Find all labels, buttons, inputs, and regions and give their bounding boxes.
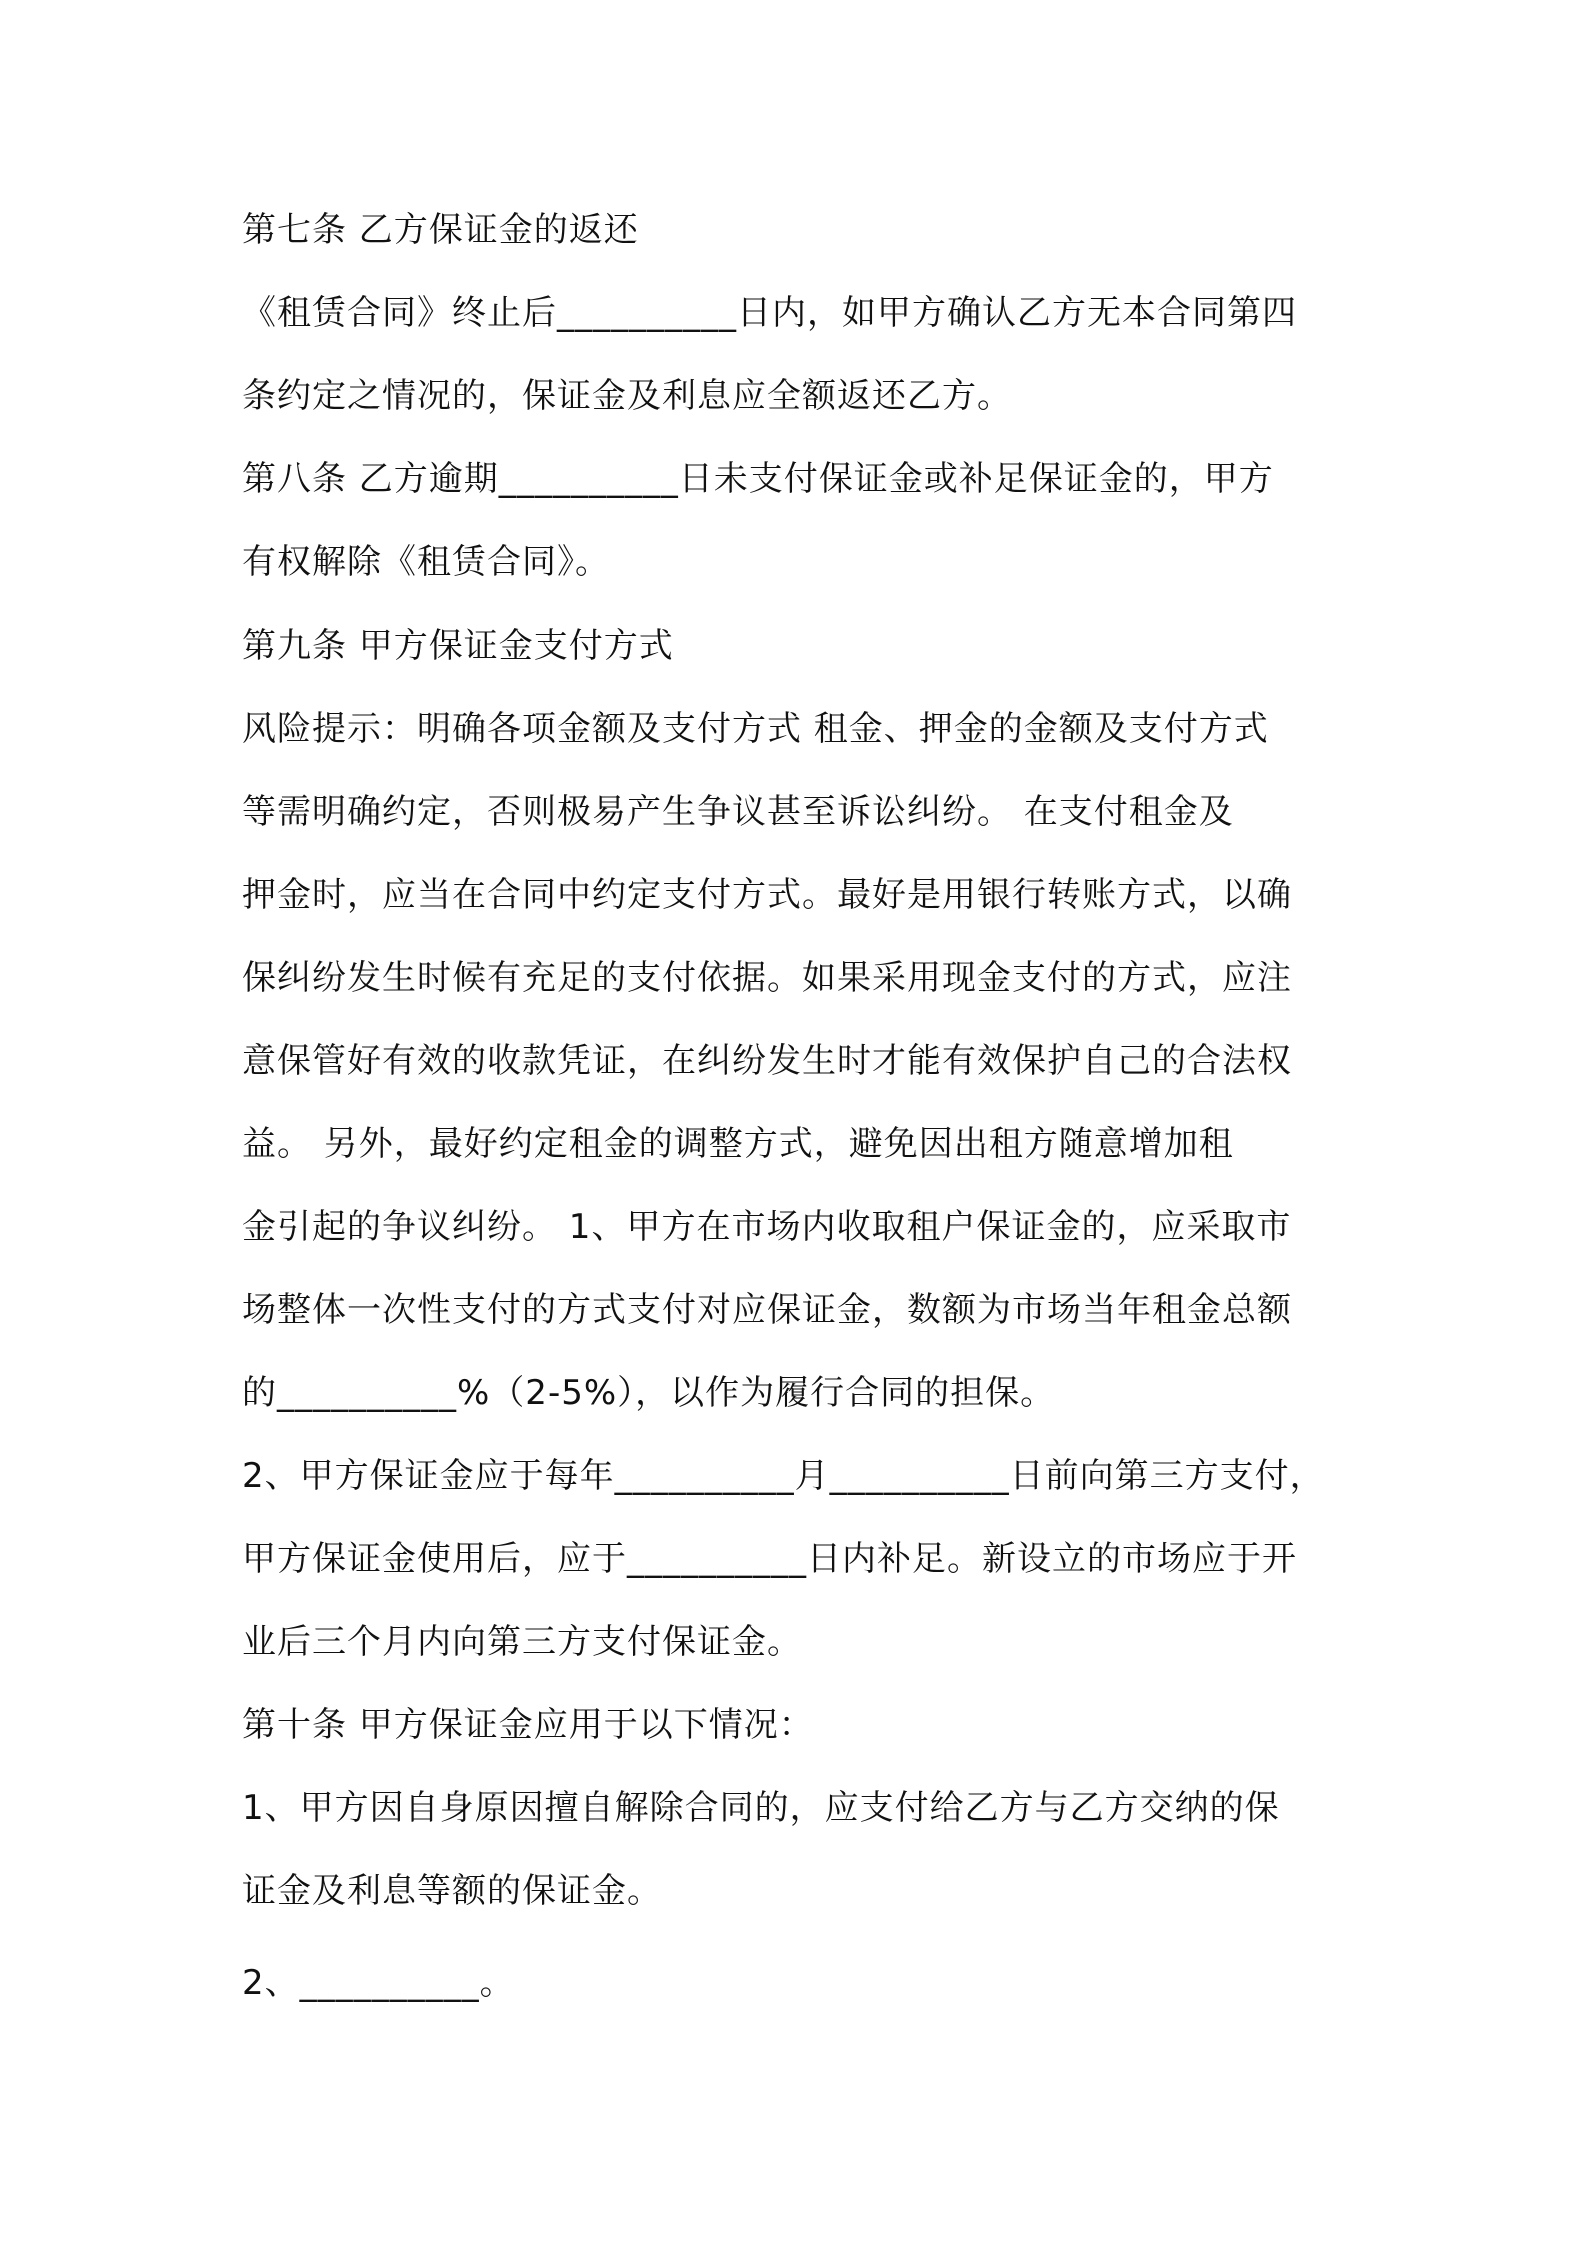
text-line: 场整体一次性支付的方式支付对应保证金，数额为市场当年租金总额: [242, 1290, 1292, 1330]
text-line: 甲方保证金使用后，应于__________日内补足。新设立的市场应于开: [242, 1539, 1297, 1579]
text-line: 证金及利息等额的保证金。: [242, 1871, 662, 1911]
text-line: 保纠纷发生时候有充足的支付依据。如果采用现金支付的方式，应注: [242, 958, 1292, 998]
article-9-heading: 第九条 甲方保证金支付方式: [242, 626, 674, 666]
text-line: 条约定之情况的，保证金及利息应全额返还乙方。: [242, 376, 1012, 416]
clause-2-line: 2、甲方保证金应于每年__________月__________日前向第三方支付，: [242, 1456, 1325, 1496]
text-line: 的__________%（2-5%），以作为履行合同的担保。: [242, 1373, 1056, 1413]
text-line: 益。 另外，最好约定租金的调整方式，避免因出租方随意增加租: [242, 1124, 1234, 1164]
text-line: 意保管好有效的收款凭证，在纠纷发生时才能有效保护自己的合法权: [242, 1041, 1292, 1081]
text-line: 《租赁合同》终止后__________日内，如甲方确认乙方无本合同第四: [242, 293, 1297, 333]
text-line: 等需明确约定，否则极易产生争议甚至诉讼纠纷。 在支付租金及: [242, 792, 1234, 832]
text-line: 押金时，应当在合同中约定支付方式。最好是用银行转账方式，以确: [242, 875, 1292, 915]
article-10-heading: 第十条 甲方保证金应用于以下情况：: [242, 1705, 814, 1745]
clause-1-line: 1、甲方因自身原因擅自解除合同的，应支付给乙方与乙方交纳的保: [242, 1788, 1280, 1828]
text-line: 金引起的争议纠纷。 1、甲方在市场内收取租户保证金的，应采取市: [242, 1207, 1292, 1247]
text-line: 业后三个月内向第三方支付保证金。: [242, 1622, 802, 1662]
article-8-line: 第八条 乙方逾期__________日未支付保证金或补足保证金的，甲方: [242, 459, 1274, 499]
risk-notice-line: 风险提示：明确各项金额及支付方式 租金、押金的金额及支付方式: [242, 709, 1269, 749]
article-7-heading: 第七条 乙方保证金的返还: [242, 210, 639, 250]
text-line: 有权解除《租赁合同》。: [242, 542, 610, 582]
clause-2-blank-line: 2、__________。: [242, 1963, 515, 2003]
